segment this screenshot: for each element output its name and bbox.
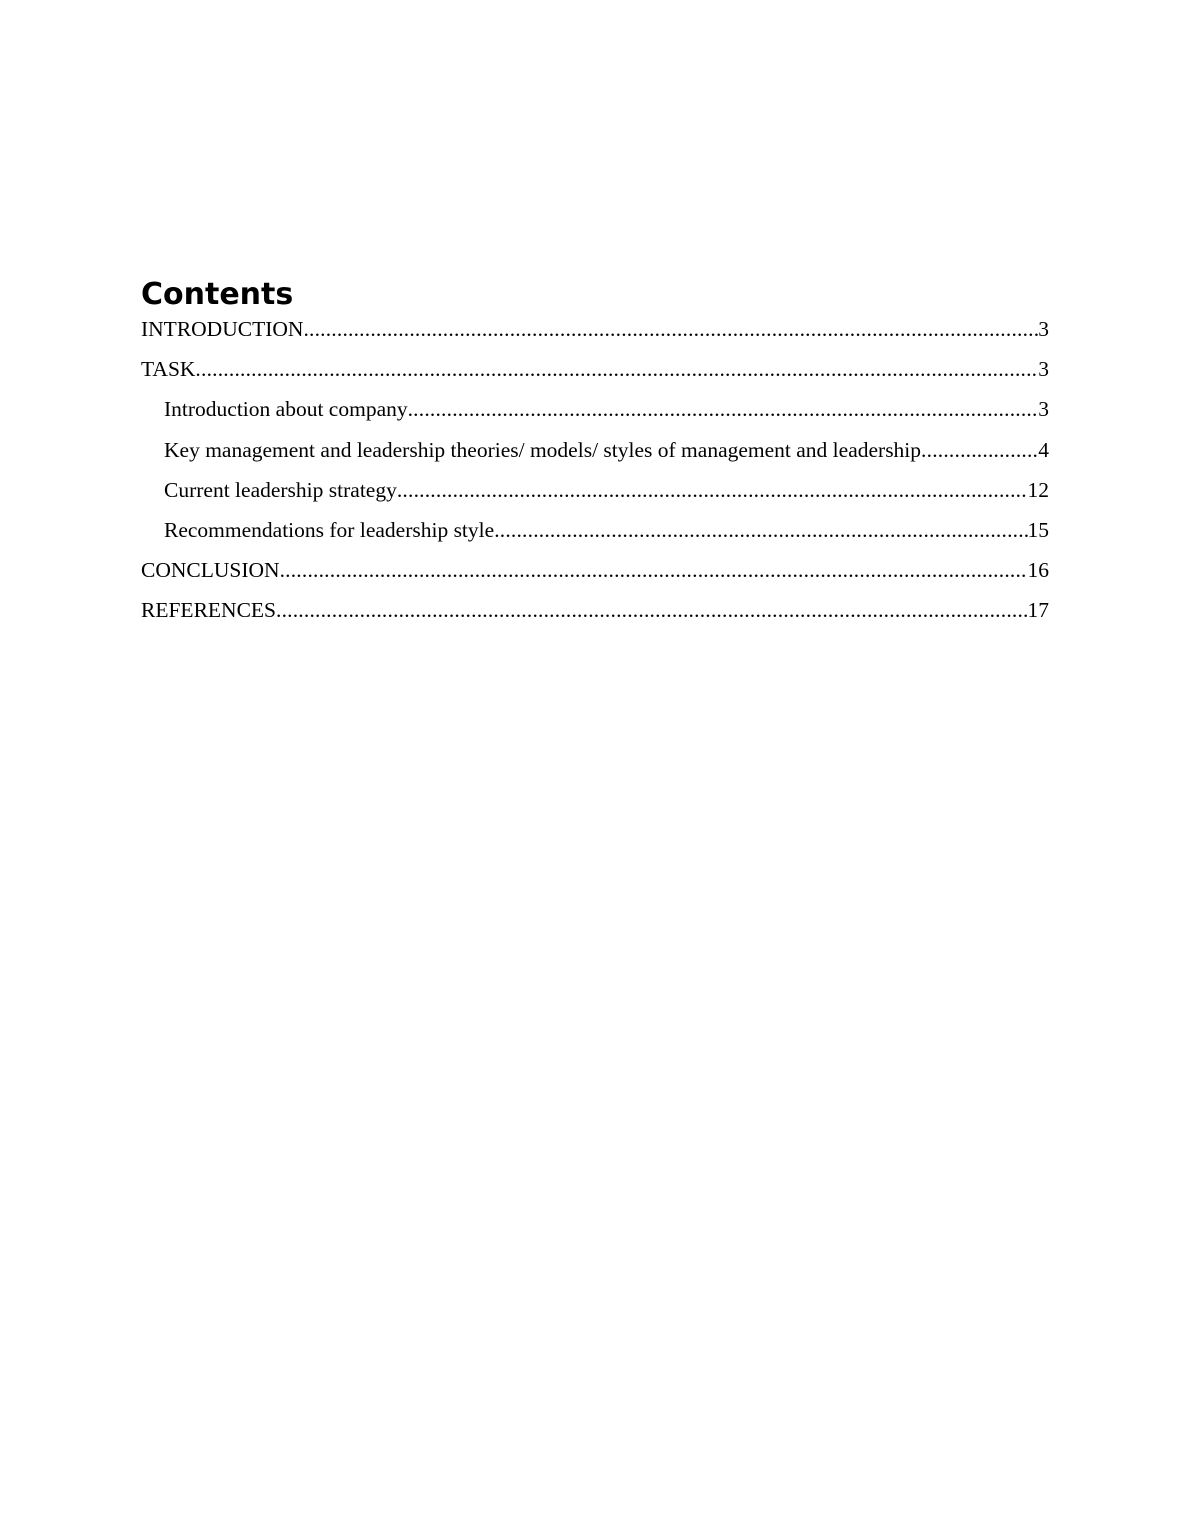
toc-dot-leader xyxy=(494,514,1027,546)
toc-entry-page: 12 xyxy=(1027,477,1049,502)
toc-entry-title: Current leadership strategy xyxy=(164,477,397,502)
toc-entry-key-management-theories[interactable] xyxy=(141,434,1049,474)
toc-entry-page: 17 xyxy=(1027,598,1049,623)
toc-entry-current-leadership-strategy[interactable] xyxy=(141,474,1049,514)
toc-entry-page: 15 xyxy=(1027,517,1049,542)
toc-entry-page: 3 xyxy=(1038,397,1049,422)
toc-entry-task[interactable] xyxy=(141,353,1049,393)
toc-entry-title: CONCLUSION xyxy=(141,558,280,583)
toc-dot-leader xyxy=(280,554,1028,586)
toc-entry-recommendations[interactable] xyxy=(141,514,1049,554)
toc-dot-leader xyxy=(303,313,1038,345)
toc-entry-title: TASK xyxy=(141,357,196,382)
toc-entry-title: Introduction about company xyxy=(164,397,408,422)
toc-entry-title: INTRODUCTION xyxy=(141,317,304,341)
table-of-contents xyxy=(141,277,1049,635)
toc-heading: Contents xyxy=(141,277,294,312)
toc-entry-page: 16 xyxy=(1027,558,1049,583)
toc-dot-leader xyxy=(397,474,1028,506)
toc-entry-title: Recommendations for leadership style xyxy=(164,517,495,542)
toc-entry-title: Key management and leadership theories/ models/ styles of management and leadership xyxy=(164,437,922,462)
toc-entry-page: 4 xyxy=(1038,437,1049,462)
toc-dot-leader xyxy=(921,434,1038,466)
toc-entry-conclusion[interactable] xyxy=(141,554,1049,594)
toc-dot-leader xyxy=(195,353,1038,385)
toc-entry-introduction[interactable] xyxy=(141,313,1049,353)
toc-entry-page: 3 xyxy=(1038,357,1049,382)
toc-entry-references[interactable] xyxy=(141,594,1049,634)
toc-entry-introduction-about-company[interactable] xyxy=(141,393,1049,433)
toc-dot-leader xyxy=(276,594,1028,626)
toc-dot-leader xyxy=(408,393,1039,425)
toc-list xyxy=(141,313,1049,635)
toc-entry-title: REFERENCES xyxy=(141,598,276,623)
toc-entry-page: 3 xyxy=(1038,317,1049,341)
